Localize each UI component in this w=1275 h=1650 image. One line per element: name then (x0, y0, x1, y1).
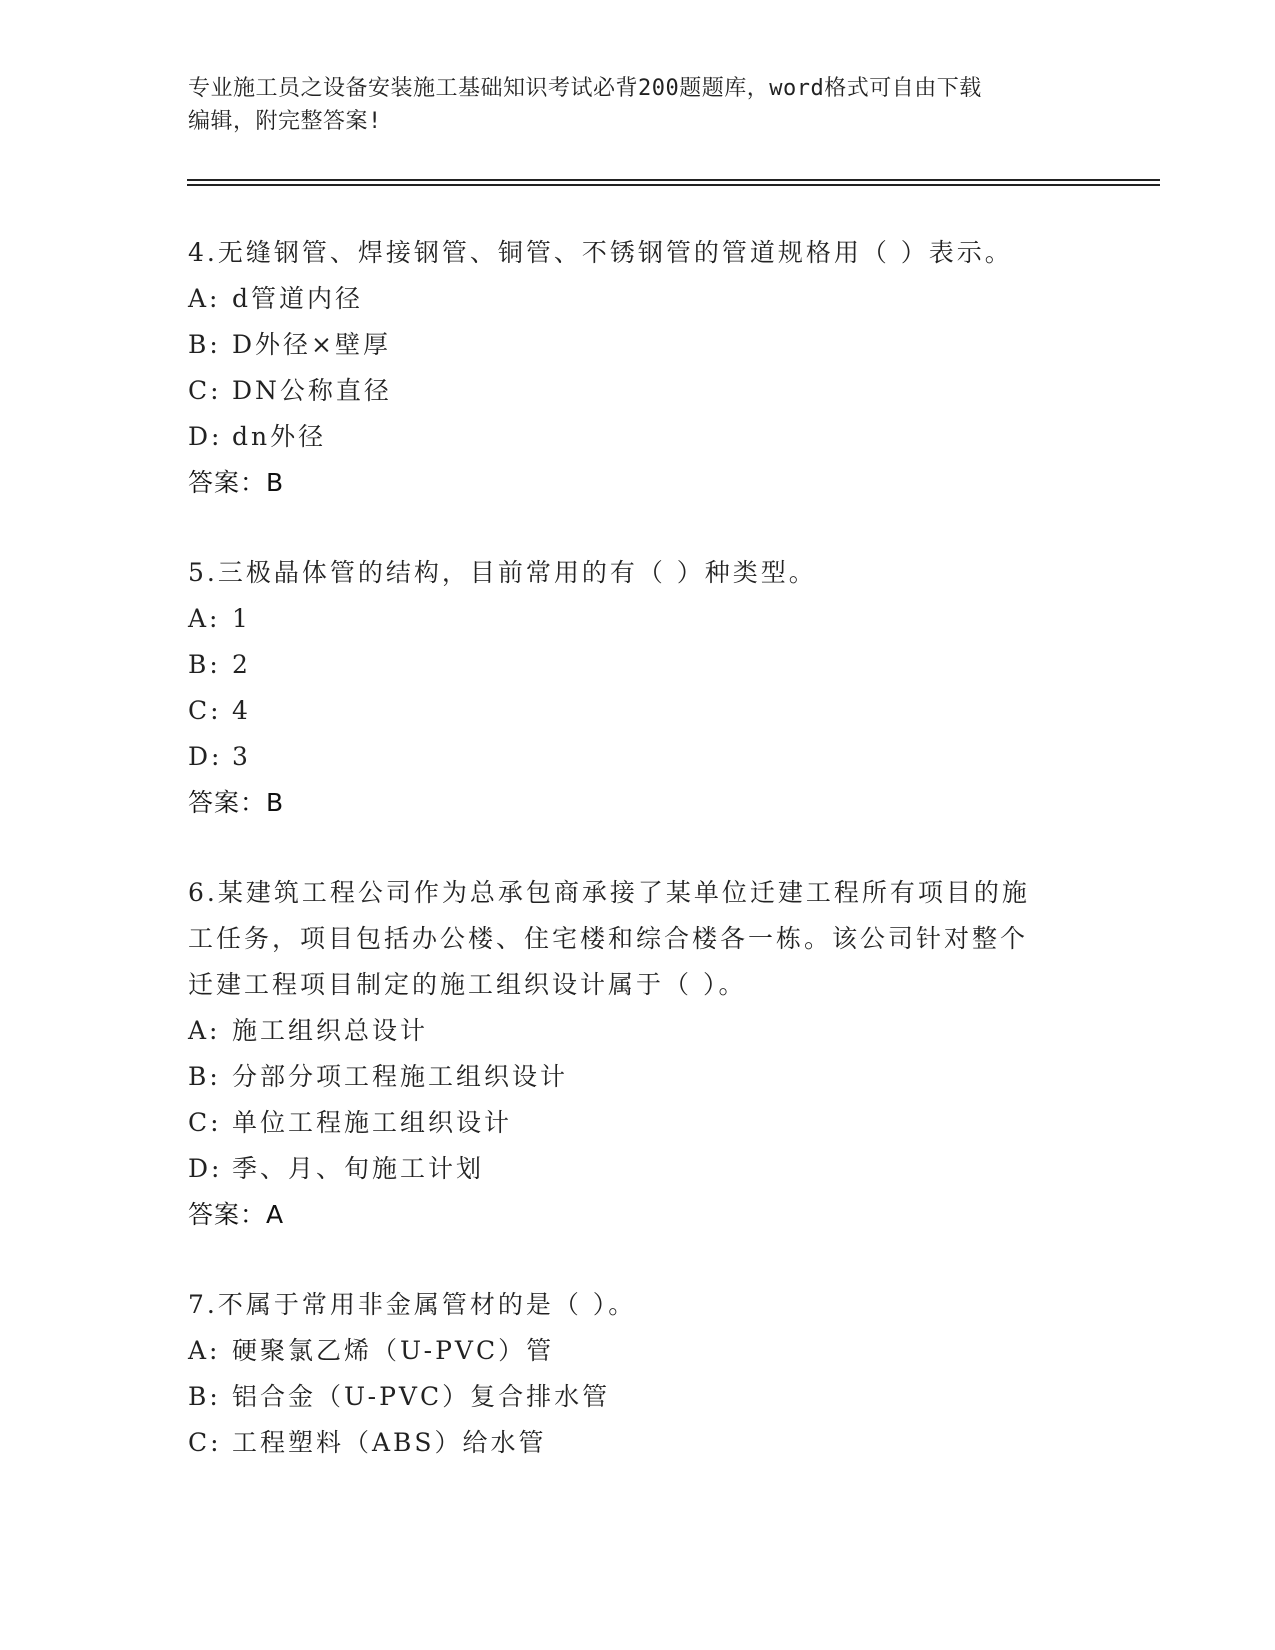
option-b (188, 1054, 1068, 1100)
option-label: A: (188, 1336, 221, 1365)
option-label: D: (188, 422, 223, 451)
option-b (188, 322, 1068, 368)
option-label: C: (188, 1108, 222, 1137)
option-text: 单位工程施工组织设计 (232, 1108, 513, 1137)
question-item (188, 870, 1068, 1238)
question-item (188, 230, 1068, 506)
option-a (188, 1328, 1068, 1374)
header-title-line-2: 编辑，附完整答案! (188, 109, 382, 134)
question-text-line-2: 工任务，项目包括办公楼、住宅楼和综合楼各一栋。该公司针对整个 (188, 924, 1029, 953)
option-d (188, 1146, 1068, 1192)
option-text: 铝合金（U-PVC）复合排水管 (232, 1382, 611, 1411)
option-text: 4 (232, 696, 251, 725)
option-text: 2 (232, 650, 251, 679)
option-c (188, 1420, 1068, 1466)
option-text: 施工组织总设计 (232, 1016, 429, 1045)
option-text: DN公称直径 (232, 376, 392, 405)
option-a (188, 1008, 1068, 1054)
question-text: 7.不属于常用非金属管材的是（ ）。 (188, 1290, 637, 1319)
option-label: C: (188, 1428, 222, 1457)
option-label: C: (188, 376, 222, 405)
document-header (188, 72, 1068, 138)
option-c (188, 688, 1068, 734)
answer-text: 答案：B (188, 788, 285, 817)
header-title-line-1: 专业施工员之设备安装施工基础知识考试必背200题题库，word格式可自由下载 (188, 76, 982, 101)
option-label: D: (188, 1154, 223, 1183)
question-text: 5.三极晶体管的结构，目前常用的有（ ）种类型。 (188, 558, 817, 587)
option-text: 分部分项工程施工组织设计 (232, 1062, 569, 1091)
option-b (188, 1374, 1068, 1420)
header-divider-top (187, 179, 1160, 181)
option-d (188, 734, 1068, 780)
option-text: 硬聚氯乙烯（U-PVC）管 (232, 1336, 555, 1365)
option-label: B: (188, 1062, 221, 1091)
option-text: D外径×壁厚 (232, 330, 391, 359)
option-text: dn外径 (232, 422, 327, 451)
question-text-line-1: 6.某建筑工程公司作为总承包商承接了某单位迁建工程所有项目的施 (188, 878, 1030, 907)
option-label: C: (188, 696, 222, 725)
option-label: A: (188, 1016, 221, 1045)
option-text: d管道内径 (232, 284, 364, 313)
option-d (188, 414, 1068, 460)
header-divider-bottom (187, 184, 1160, 186)
option-c (188, 1100, 1068, 1146)
option-text: 季、月、旬施工计划 (232, 1154, 485, 1183)
option-label: A: (188, 604, 221, 633)
option-a (188, 596, 1068, 642)
option-label: D: (188, 742, 223, 771)
option-label: B: (188, 1382, 221, 1411)
option-text: 3 (232, 742, 251, 771)
question-text: 4.无缝钢管、焊接钢管、铜管、不锈钢管的管道规格用（ ）表示。 (188, 238, 1013, 267)
option-label: B: (188, 330, 221, 359)
option-text: 1 (232, 604, 251, 633)
option-c (188, 368, 1068, 414)
question-item (188, 1282, 1068, 1466)
question-item (188, 550, 1068, 826)
option-text: 工程塑料（ABS）给水管 (232, 1428, 547, 1457)
option-b (188, 642, 1068, 688)
option-label: B: (188, 650, 221, 679)
option-label: A: (188, 284, 221, 313)
question-text-line-3: 迁建工程项目制定的施工组织设计属于（ ）。 (188, 970, 747, 999)
option-a (188, 276, 1068, 322)
answer-text: 答案：A (188, 1200, 285, 1229)
answer-text: 答案：B (188, 468, 285, 497)
